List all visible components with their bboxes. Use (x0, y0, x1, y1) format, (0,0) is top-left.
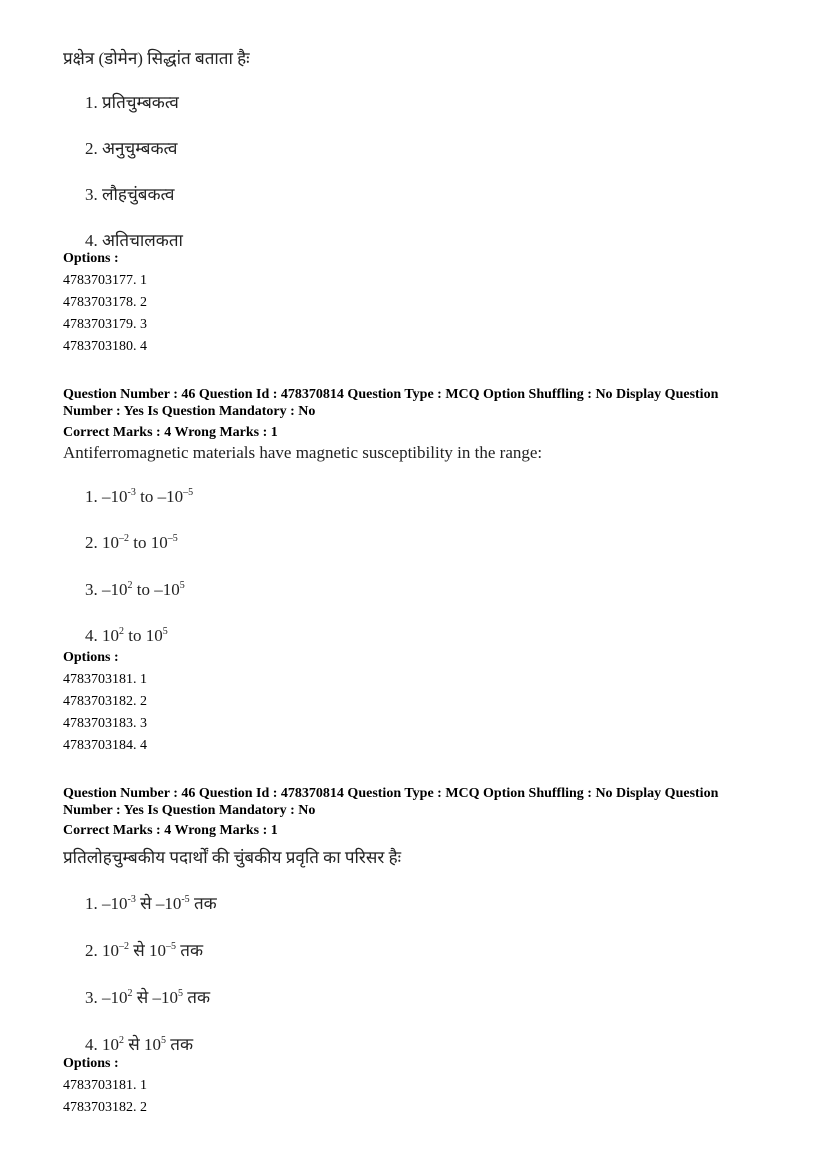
choice-item: 3. $-10^2$ to $-10^5$ (85, 580, 185, 599)
choice-item: 4. $10^2$ to $10^5$ (85, 626, 168, 645)
option-id: 4783703177. 1 (63, 273, 147, 288)
option-id: 4783703181. 1 (63, 1078, 147, 1093)
choice-item: 4. $10^2$ से $10^5$ तक (85, 1035, 193, 1054)
question-meta: Number : Yes Is Question Mandatory : No (63, 404, 316, 419)
question-meta: Question Number : 46 Question Id : 478370814 Question Type : MCQ Option Shuffling : No Display Question (63, 387, 719, 402)
option-id: 4783703184. 4 (63, 738, 147, 753)
marks-line: Correct Marks : 4 Wrong Marks : 1 (63, 823, 278, 838)
option-id: 4783703181. 1 (63, 672, 147, 687)
choice-item: 1. $-10^{-3}$ से $-10^{-5}$ तक (85, 894, 217, 913)
question-text: Antiferromagnetic materials have magnetic susceptibility in the range: (63, 443, 543, 462)
choice-item: 1. $-10^{-3}$ to $-10^{-5}$ (85, 487, 194, 506)
choice-item: 3. लौहचुंबकत्व (85, 185, 175, 204)
option-id: 4783703183. 3 (63, 716, 147, 731)
option-id: 4783703178. 2 (63, 295, 147, 310)
option-id: 4783703179. 3 (63, 317, 147, 332)
choice-item: 1. प्रतिचुम्बकत्व (85, 93, 179, 112)
choice-item: 2. अनुचुम्बकत्व (85, 139, 178, 158)
choice-item: 2. $10^{-2}$ to $10^{-5}$ (85, 533, 178, 552)
option-id: 4783703182. 2 (63, 694, 147, 709)
marks-line: Correct Marks : 4 Wrong Marks : 1 (63, 425, 278, 440)
option-id: 4783703182. 2 (63, 1100, 147, 1115)
question-text: प्रतिलोहचुम्बकीय पदार्थों की चुंबकीय प्रवृति का परिसर हैः (63, 848, 402, 867)
options-label: Options : (63, 251, 119, 266)
choice-item: 2. $10^{-2}$ से $10^{-5}$ तक (85, 941, 203, 960)
question-meta: Number : Yes Is Question Mandatory : No (63, 803, 316, 818)
choice-item: 3. $-10^2$ से $-10^5$ तक (85, 988, 210, 1007)
options-label: Options : (63, 1056, 119, 1071)
option-id: 4783703180. 4 (63, 339, 147, 354)
question-text: प्रक्षेत्र (डोमेन) सिद्धांत बताता हैः (63, 49, 250, 68)
options-label: Options : (63, 650, 119, 665)
choice-item: 4. अतिचालकता (85, 231, 183, 250)
question-meta: Question Number : 46 Question Id : 478370814 Question Type : MCQ Option Shuffling : No Display Question (63, 786, 719, 801)
